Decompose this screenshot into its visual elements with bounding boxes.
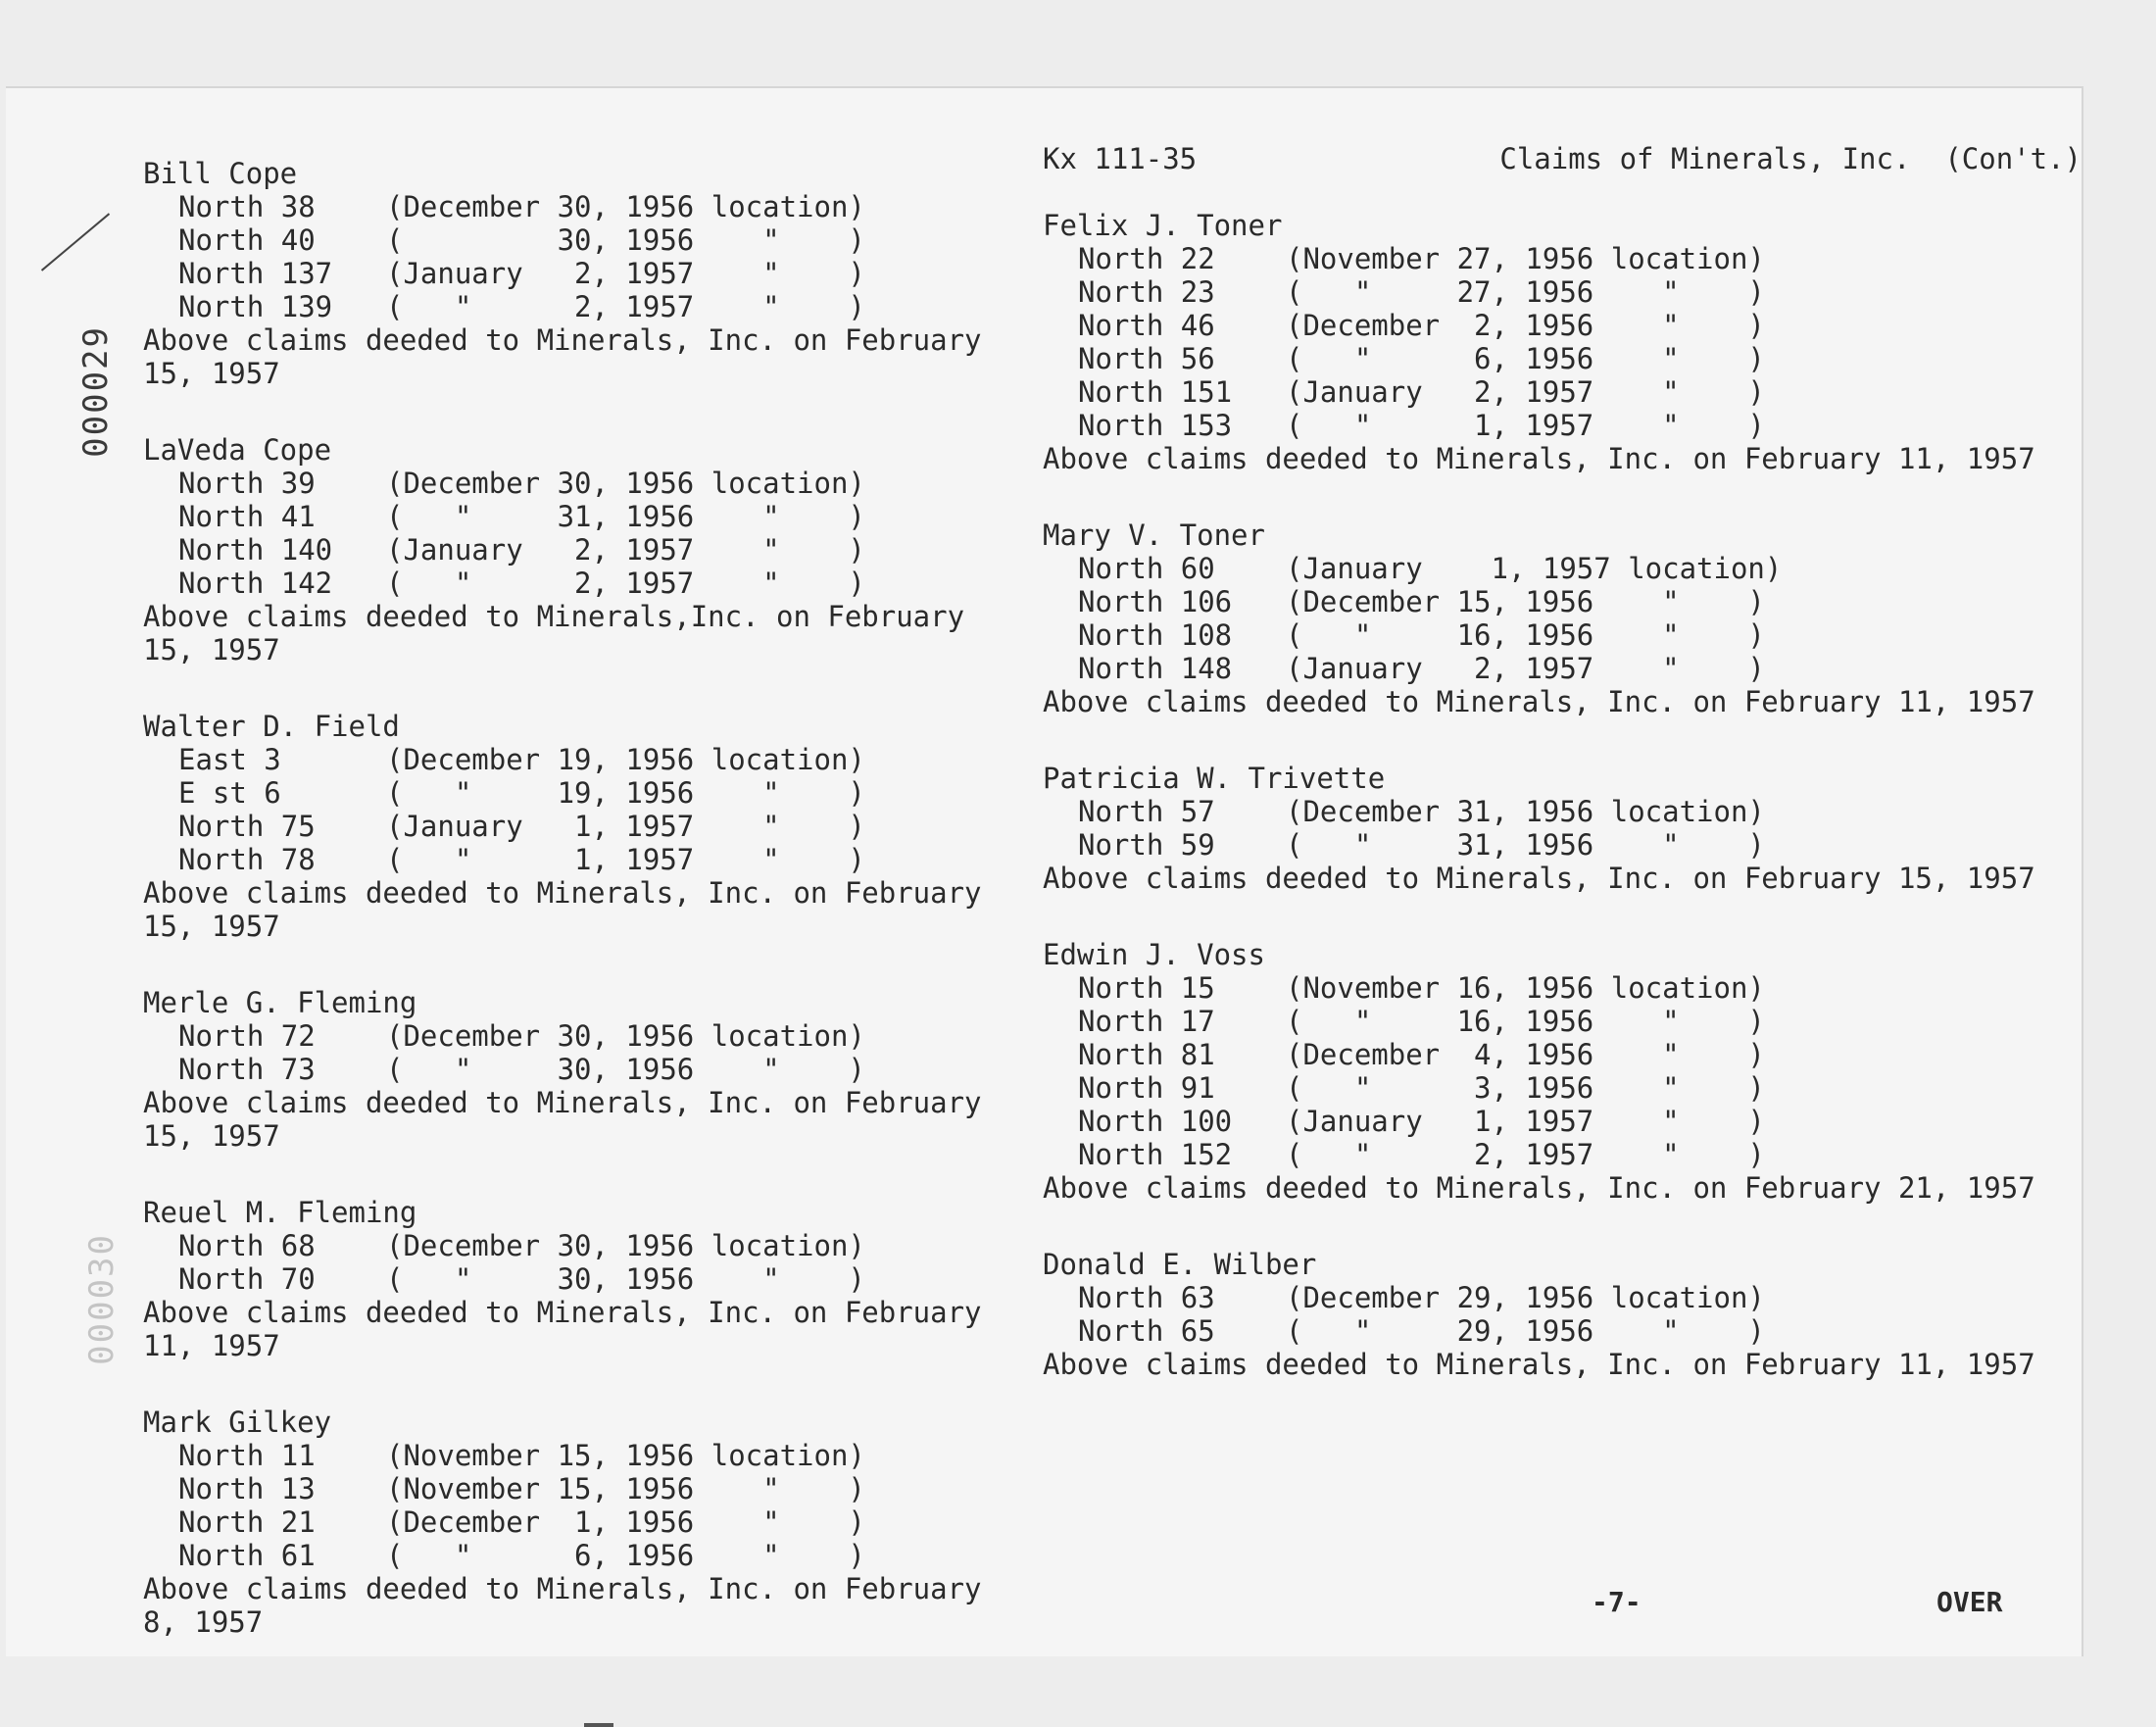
page-title: Claims of Minerals, Inc. (Con't.) [1499, 142, 2082, 175]
claim-label: North 21 [178, 1505, 316, 1539]
claim-label: North 142 [178, 567, 333, 600]
claim-row [1043, 1138, 2082, 1171]
claim-label: North 40 [178, 223, 316, 257]
deed-note: Above claims deeded to Minerals, Inc. on February 15, 1957 [143, 876, 982, 943]
claim-label: North 139 [178, 290, 333, 323]
claimant-block [1043, 938, 2082, 1205]
claim-row [1043, 375, 2082, 409]
claim-row [143, 1505, 1025, 1539]
claim-row [143, 467, 1025, 500]
claim-location-date: ( " 6, 1956 " ) [386, 1539, 865, 1572]
claim-row [1043, 585, 2082, 618]
claim-location-date: ( " 3, 1956 " ) [1286, 1071, 1765, 1105]
claim-label: North 61 [178, 1539, 316, 1572]
claim-location-date: (January 1, 1957 location) [1286, 552, 1783, 585]
claimant-block [1043, 762, 2082, 895]
claim-label: North 38 [178, 190, 316, 223]
bates-number-faint: 000030 [82, 1233, 122, 1365]
claim-row [143, 810, 1025, 843]
claim-location-date: (December 2, 1956 " ) [1286, 309, 1765, 342]
claim-row [143, 257, 1025, 290]
claim-row [1043, 309, 2082, 342]
claim-location-date: ( 30, 1956 " ) [386, 223, 865, 257]
claim-location-date: (November 16, 1956 location) [1286, 971, 1765, 1005]
claim-row [1043, 342, 2082, 375]
claim-location-date: (January 2, 1957 " ) [386, 533, 865, 567]
claimant-name: Bill Cope [143, 157, 298, 190]
left-column [143, 157, 1025, 1682]
claim-label: North 15 [1078, 971, 1215, 1005]
claim-location-date: ( " 16, 1956 " ) [1286, 618, 1765, 652]
claim-label: North 39 [178, 467, 316, 500]
claim-label: North 65 [1078, 1314, 1215, 1348]
claim-row [143, 1019, 1025, 1053]
claim-label: North 46 [1078, 309, 1215, 342]
deed-note: Above claims deeded to Minerals, Inc. on February 21, 1957 [1043, 1171, 2035, 1205]
claim-label: North 17 [1078, 1005, 1215, 1038]
claim-location-date: (December 30, 1956 location) [386, 190, 865, 223]
claim-row [1043, 618, 2082, 652]
claim-location-date: (January 1, 1957 " ) [386, 810, 865, 843]
claim-location-date: (December 30, 1956 location) [386, 1229, 865, 1262]
claim-location-date: ( " 19, 1956 " ) [386, 776, 865, 810]
claim-label: North 137 [178, 257, 333, 290]
claim-label: North 57 [1078, 795, 1215, 828]
page-header [1043, 142, 2082, 175]
claim-location-date: (December 31, 1956 location) [1286, 795, 1765, 828]
claim-label: East 3 [178, 743, 281, 776]
claim-label: North 11 [178, 1439, 316, 1472]
claim-row [143, 743, 1025, 776]
claim-location-date: ( " 27, 1956 " ) [1286, 275, 1765, 309]
claimant-block [143, 986, 1025, 1153]
claim-row [143, 500, 1025, 533]
claim-label: North 140 [178, 533, 333, 567]
claimant-name: Edwin J. Voss [1043, 938, 1265, 971]
claim-label: North 70 [178, 1262, 316, 1296]
claimant-block [143, 710, 1025, 943]
claim-row [1043, 1071, 2082, 1105]
claim-row [143, 1472, 1025, 1505]
claim-row [1043, 795, 2082, 828]
claim-label: North 106 [1078, 585, 1233, 618]
claim-location-date: ( " 1, 1957 " ) [386, 843, 865, 876]
claim-label: North 41 [178, 500, 316, 533]
claim-location-date: (December 29, 1956 location) [1286, 1281, 1765, 1314]
bates-number: 000029 [76, 325, 116, 458]
claim-label: North 13 [178, 1472, 316, 1505]
claim-row [1043, 552, 2082, 585]
claimant-block [1043, 518, 2082, 718]
deed-note: Above claims deeded to Minerals, Inc. on February 11, 1957 [1043, 1348, 2035, 1381]
deed-note: Above claims deeded to Minerals,Inc. on February 15, 1957 [143, 600, 965, 666]
claim-row [1043, 1314, 2082, 1348]
claim-row [1043, 1281, 2082, 1314]
claim-row [143, 290, 1025, 323]
claim-row [143, 1439, 1025, 1472]
claim-location-date: ( " 6, 1956 " ) [1286, 342, 1765, 375]
claim-row [143, 1262, 1025, 1296]
claim-label: North 151 [1078, 375, 1233, 409]
claim-location-date: (December 1, 1956 " ) [386, 1505, 865, 1539]
claimant-name: Merle G. Fleming [143, 986, 417, 1019]
claim-row [1043, 971, 2082, 1005]
claimant-name: Walter D. Field [143, 710, 400, 743]
claim-location-date: ( " 2, 1957 " ) [386, 290, 865, 323]
claim-label: North 63 [1078, 1281, 1215, 1314]
claim-label: North 68 [178, 1229, 316, 1262]
claim-location-date: (December 30, 1956 location) [386, 467, 865, 500]
claim-label: North 60 [1078, 552, 1215, 585]
claim-label: North 75 [178, 810, 316, 843]
document-page [6, 86, 2083, 1656]
deed-note: Above claims deeded to Minerals, Inc. on February 11, 1957 [1043, 685, 2035, 718]
deed-note: Above claims deeded to Minerals, Inc. on February 11, 1957 [143, 1296, 982, 1362]
claimant-name: Mark Gilkey [143, 1406, 332, 1439]
claim-location-date: ( " 31, 1956 " ) [1286, 828, 1765, 862]
doc-code: Kx 111-35 [1043, 142, 1198, 175]
claim-location-date: ( " 2, 1957 " ) [1286, 1138, 1765, 1171]
claim-location-date: ( " 31, 1956 " ) [386, 500, 865, 533]
over-label: OVER [1936, 1586, 2003, 1618]
claimant-block [1043, 209, 2082, 475]
claim-location-date: (December 4, 1956 " ) [1286, 1038, 1765, 1071]
claimant-block [1043, 1248, 2082, 1381]
claim-label: North 153 [1078, 409, 1233, 442]
right-column [1043, 142, 2082, 1424]
claim-row [143, 1539, 1025, 1572]
claimant-block [143, 1196, 1025, 1362]
claim-label: North 148 [1078, 652, 1233, 685]
claim-label: North 108 [1078, 618, 1233, 652]
deed-note: Above claims deeded to Minerals, Inc. on February 15, 1957 [143, 1086, 982, 1153]
claim-label: North 73 [178, 1053, 316, 1086]
claim-row [1043, 652, 2082, 685]
claim-row [143, 1053, 1025, 1086]
claim-label: North 100 [1078, 1105, 1233, 1138]
claim-location-date: (November 27, 1956 location) [1286, 242, 1765, 275]
claim-label: E st 6 [178, 776, 281, 810]
claimant-name: Reuel M. Fleming [143, 1196, 417, 1229]
claim-row [143, 223, 1025, 257]
claim-label: North 81 [1078, 1038, 1215, 1071]
claim-location-date: (December 15, 1956 " ) [1286, 585, 1765, 618]
claim-row [1043, 409, 2082, 442]
deed-note: Above claims deeded to Minerals, Inc. on February 8, 1957 [143, 1572, 982, 1639]
claim-location-date: (November 15, 1956 " ) [386, 1472, 865, 1505]
deed-note: Above claims deeded to Minerals, Inc. on February 11, 1957 [1043, 442, 2035, 475]
claim-location-date: ( " 2, 1957 " ) [386, 567, 865, 600]
claim-row [143, 533, 1025, 567]
claimant-block [143, 1406, 1025, 1639]
claim-row [143, 843, 1025, 876]
claimant-name: Donald E. Wilber [1043, 1248, 1317, 1281]
claim-row [1043, 275, 2082, 309]
page-fragment-mark [584, 1723, 613, 1727]
deed-note: Above claims deeded to Minerals, Inc. on February 15, 1957 [143, 323, 982, 390]
claim-location-date: ( " 30, 1956 " ) [386, 1053, 865, 1086]
page-number: -7- [1592, 1586, 1642, 1618]
claim-label: North 91 [1078, 1071, 1215, 1105]
claim-location-date: ( " 30, 1956 " ) [386, 1262, 865, 1296]
claim-location-date: ( " 1, 1957 " ) [1286, 409, 1765, 442]
claim-row [143, 567, 1025, 600]
claim-row [143, 190, 1025, 223]
claim-location-date: (January 2, 1957 " ) [1286, 375, 1765, 409]
claim-location-date: (January 2, 1957 " ) [386, 257, 865, 290]
claim-row [1043, 1038, 2082, 1071]
deed-note: Above claims deeded to Minerals, Inc. on February 15, 1957 [1043, 862, 2035, 895]
claim-row [1043, 242, 2082, 275]
pencil-mark [41, 213, 110, 271]
claim-label: North 56 [1078, 342, 1215, 375]
claim-location-date: ( " 29, 1956 " ) [1286, 1314, 1765, 1348]
claim-location-date: (January 1, 1957 " ) [1286, 1105, 1765, 1138]
claim-location-date: ( " 16, 1956 " ) [1286, 1005, 1765, 1038]
claimant-block [143, 157, 1025, 390]
claim-label: North 23 [1078, 275, 1215, 309]
claim-row [1043, 1105, 2082, 1138]
claimant-name: Mary V. Toner [1043, 518, 1265, 552]
claim-location-date: (January 2, 1957 " ) [1286, 652, 1765, 685]
claim-label: North 72 [178, 1019, 316, 1053]
claim-location-date: (December 30, 1956 location) [386, 1019, 865, 1053]
claim-label: North 59 [1078, 828, 1215, 862]
claimant-block [143, 433, 1025, 666]
claim-label: North 22 [1078, 242, 1215, 275]
claimant-name: LaVeda Cope [143, 433, 332, 467]
claim-row [143, 1229, 1025, 1262]
claimant-name: Patricia W. Trivette [1043, 762, 1386, 795]
claim-row [1043, 828, 2082, 862]
claim-location-date: (December 19, 1956 location) [386, 743, 865, 776]
claimant-name: Felix J. Toner [1043, 209, 1283, 242]
claim-location-date: (November 15, 1956 location) [386, 1439, 865, 1472]
claim-label: North 152 [1078, 1138, 1233, 1171]
claim-label: North 78 [178, 843, 316, 876]
claim-row [143, 776, 1025, 810]
claim-row [1043, 1005, 2082, 1038]
